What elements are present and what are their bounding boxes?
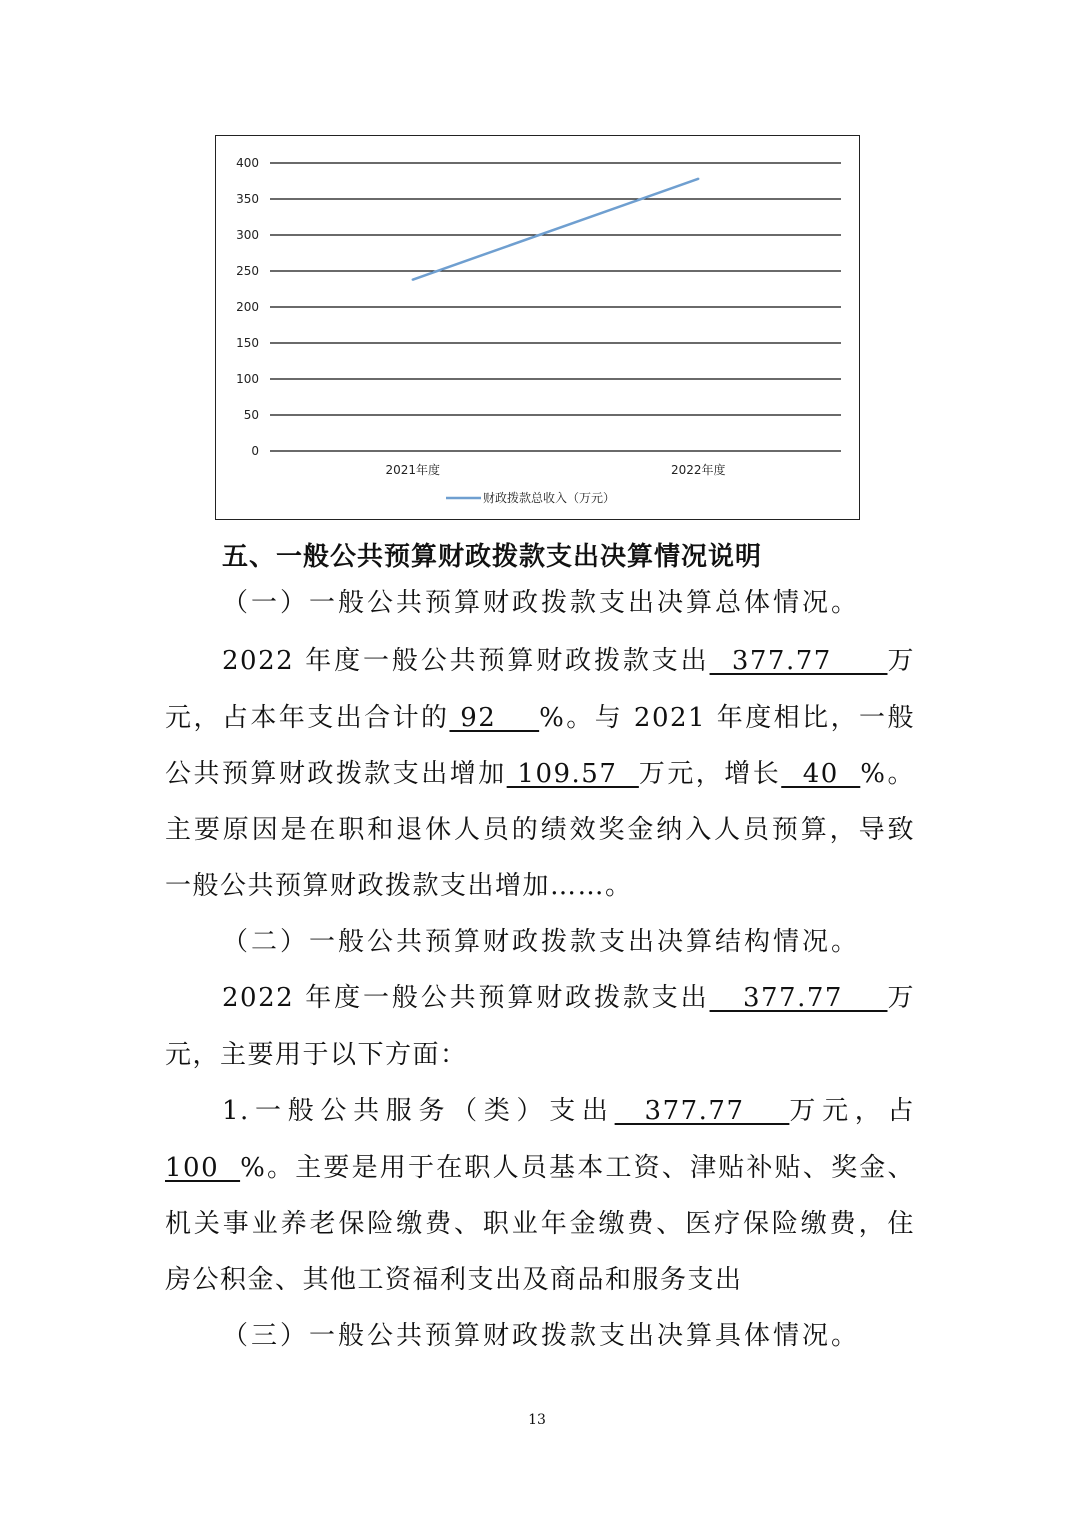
- income-line-chart: [215, 135, 860, 520]
- p1-text-1a: 2022 年度一般公共预算财政拨款支出: [222, 646, 710, 676]
- p3-text-1b: 万元，占: [789, 1096, 915, 1126]
- p3-line-3: 机关事业养老保险缴费、职业年金缴费、医疗保险缴费，住: [165, 1209, 915, 1239]
- y-tick-label: 0: [251, 444, 259, 458]
- p3-text-2b: %。主要是用于在职人员基本工资、津贴补贴、奖金、: [240, 1153, 915, 1183]
- p2-text-1a: 2022 年度一般公共预算财政拨款支出: [222, 983, 710, 1013]
- p2-line-1: [222, 977, 915, 1014]
- section-title: 五、一般公共预算财政拨款支出决算情况说明: [222, 542, 763, 572]
- series-line-0: [413, 179, 699, 280]
- page-number: 13: [528, 1412, 546, 1428]
- p1-share-value: 92: [449, 703, 540, 733]
- p1-line-5: 一般公共预算财政拨款支出增加……。: [165, 871, 633, 901]
- p2-total-expense-value: 377.77: [709, 983, 888, 1013]
- p1-text-3b: 万元，增长: [638, 759, 782, 789]
- p3-text-1a: 1.一般公共服务（类）支出: [222, 1096, 615, 1126]
- p1-line-3: [165, 753, 915, 790]
- y-tick-label: 250: [236, 264, 259, 278]
- p1-text-3a: 公共预算财政拨款支出增加: [165, 759, 507, 789]
- legend-label: 财政拨款总收入（万元）: [483, 491, 616, 505]
- p3-line-4: 房公积金、其他工资福利支出及商品和服务支出: [165, 1265, 743, 1295]
- y-tick-label: 150: [236, 336, 259, 350]
- p3-line-1: [222, 1090, 915, 1127]
- x-tick-label: 2021年度: [385, 463, 441, 477]
- subsection-3-title: （三）一般公共预算财政拨款支出决算具体情况。: [222, 1321, 861, 1351]
- y-tick-label: 350: [236, 192, 259, 206]
- p1-increase-value: 109.57: [506, 759, 639, 789]
- y-tick-label: 50: [243, 408, 259, 422]
- data-point: [697, 178, 699, 180]
- p1-text-2b: %。与 2021 年度相比，一般: [539, 703, 915, 733]
- chart-svg: [216, 136, 861, 521]
- p3-line-2: [165, 1147, 915, 1184]
- data-point: [412, 278, 414, 280]
- x-tick-label: 2022年度: [670, 463, 726, 477]
- subsection-1-title: （一）一般公共预算财政拨款支出决算总体情况。: [222, 588, 861, 618]
- p1-growth-value: 40: [781, 759, 861, 789]
- p1-text-1b: 万: [887, 646, 916, 676]
- y-tick-label: 100: [236, 372, 259, 386]
- p2-text-1b: 万: [887, 983, 916, 1013]
- p1-total-expense-value: 377.77: [709, 646, 888, 676]
- y-tick-label: 200: [236, 300, 259, 314]
- p1-text-2a: 元，占本年支出合计的: [165, 703, 450, 733]
- subsection-2-title: （二）一般公共预算财政拨款支出决算结构情况。: [222, 927, 861, 957]
- p1-line-2: [165, 697, 915, 734]
- p3-general-services-value: 377.77: [614, 1096, 790, 1126]
- y-tick-label: 400: [236, 156, 259, 170]
- p1-line-4: 主要原因是在职和退休人员的绩效奖金纳入人员预算，导致: [165, 815, 915, 845]
- p3-share-value: 100: [165, 1153, 241, 1183]
- p1-line-1: [222, 640, 915, 677]
- p1-text-3c: %。: [860, 759, 915, 789]
- p2-line-2: 元，主要用于以下方面：: [165, 1040, 468, 1070]
- y-tick-label: 300: [236, 228, 259, 242]
